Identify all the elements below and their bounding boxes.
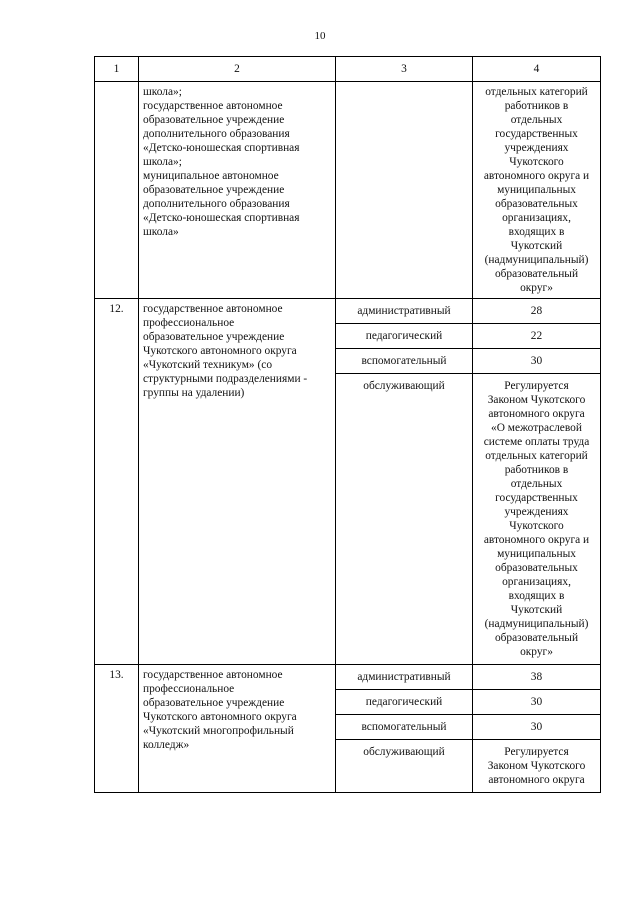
text-line: работников в — [504, 100, 569, 112]
page-number: 10 — [314, 30, 326, 42]
text-line: Чукотский — [510, 240, 563, 252]
text-line: муниципальное автономное — [143, 170, 279, 182]
text-line: государственное автономное — [143, 100, 283, 112]
text-line: школа»; — [143, 86, 182, 98]
text-line: Чукотского — [509, 156, 564, 168]
text-line: образовательных — [495, 562, 578, 574]
row-12-category-admin: административный — [336, 299, 473, 324]
header-col-4: 4 — [473, 57, 601, 82]
text-line: структурными подразделениями - — [143, 373, 308, 385]
text-line: «Чукотский многопрофильный — [143, 725, 294, 737]
text-line: дополнительного образования — [143, 198, 290, 210]
text-line: входящих в — [508, 226, 565, 238]
text-line: государственных — [495, 128, 578, 140]
text-line: отдельных — [510, 114, 563, 126]
text-line: образовательное учреждение — [143, 184, 285, 196]
text-line: образовательный — [494, 632, 579, 644]
text-line: Законом Чукотского — [487, 760, 586, 772]
row-12-value-admin: 28 — [473, 299, 601, 324]
text-line: «Детско-юношеская спортивная — [143, 212, 300, 224]
text-line: образовательное учреждение — [143, 114, 285, 126]
text-line: дополнительного образования — [143, 128, 290, 140]
row-12-value-pedagogical: 22 — [473, 324, 601, 349]
row-13-value-auxiliary: 30 — [473, 715, 601, 740]
continuation-num — [95, 82, 139, 299]
text-line: образовательное учреждение — [143, 331, 285, 343]
text-line: муниципальных — [497, 548, 576, 560]
header-col-2: 2 — [139, 57, 336, 82]
continuation-institutions — [139, 82, 336, 299]
text-line: «Чукотский техникум» (со — [143, 359, 273, 371]
row-13-institution — [139, 665, 336, 793]
text-line: организациях, — [502, 212, 571, 224]
text-line: (надмуниципальный) — [484, 254, 589, 266]
text-line: Чукотского автономного округа — [143, 711, 297, 723]
text-line: школа» — [143, 226, 179, 238]
text-line: образовательный — [494, 268, 579, 280]
continuation-category — [336, 82, 473, 299]
text-line: системе оплаты труда — [483, 436, 590, 448]
text-line: отдельных категорий — [485, 450, 588, 462]
text-line: (надмуниципальный) — [484, 618, 589, 630]
text-line: государственных — [495, 492, 578, 504]
text-line: отдельных — [510, 478, 563, 490]
continuation-row — [95, 82, 601, 299]
text-line: профессиональное — [143, 683, 235, 695]
text-line: Регулируется — [504, 746, 569, 758]
text-line: профессиональное — [143, 317, 235, 329]
text-line: автономного округа и — [483, 534, 590, 546]
row-13-value-service — [473, 740, 601, 793]
row-12-category-service: обслуживающий — [336, 374, 473, 665]
text-line: Регулируется — [504, 380, 569, 392]
salary-table — [94, 56, 601, 793]
table-row-12 — [95, 299, 601, 324]
text-line: колледж» — [143, 739, 190, 751]
row-12-value-auxiliary: 30 — [473, 349, 601, 374]
header-col-1: 1 — [95, 57, 139, 82]
text-line: автономного округа и — [483, 170, 590, 182]
text-line: учреждениях — [504, 142, 569, 154]
text-line: учреждениях — [504, 506, 569, 518]
text-line: Чукотского автономного округа — [143, 345, 297, 357]
row-12-value-service — [473, 374, 601, 665]
text-line: Чукотского — [509, 520, 564, 532]
text-line: образовательных — [495, 198, 578, 210]
row-12-category-pedagogical: педагогический — [336, 324, 473, 349]
text-line: отдельных категорий — [485, 86, 588, 98]
row-13-category-admin: административный — [336, 665, 473, 690]
text-line: Чукотский — [510, 604, 563, 616]
text-line: группы на удалении) — [143, 387, 245, 399]
row-13-category-pedagogical: педагогический — [336, 690, 473, 715]
text-line: округ» — [520, 646, 553, 658]
row-13-category-service: обслуживающий — [336, 740, 473, 793]
row-13-value-pedagogical: 30 — [473, 690, 601, 715]
text-line: государственное автономное — [143, 669, 283, 681]
header-row — [95, 57, 601, 82]
text-line: округ» — [520, 282, 553, 294]
text-line: государственное автономное — [143, 303, 283, 315]
row-12-number: 12. — [95, 299, 139, 665]
text-line: автономного округа — [488, 774, 585, 786]
row-12-institution — [139, 299, 336, 665]
text-line: организациях, — [502, 576, 571, 588]
text-line: муниципальных — [497, 184, 576, 196]
header-col-3: 3 — [336, 57, 473, 82]
text-line: образовательное учреждение — [143, 697, 285, 709]
text-line: автономного округа — [488, 408, 585, 420]
text-line: входящих в — [508, 590, 565, 602]
continuation-regulation — [473, 82, 601, 299]
text-line: школа»; — [143, 156, 182, 168]
row-12-category-auxiliary: вспомогательный — [336, 349, 473, 374]
text-line: Законом Чукотского — [487, 394, 586, 406]
row-13-value-admin: 38 — [473, 665, 601, 690]
text-line: работников в — [504, 464, 569, 476]
text-line: «Детско-юношеская спортивная — [143, 142, 300, 154]
text-line: «О межотраслевой — [491, 422, 582, 434]
table-row-13 — [95, 665, 601, 690]
row-13-category-auxiliary: вспомогательный — [336, 715, 473, 740]
row-13-number: 13. — [95, 665, 139, 793]
